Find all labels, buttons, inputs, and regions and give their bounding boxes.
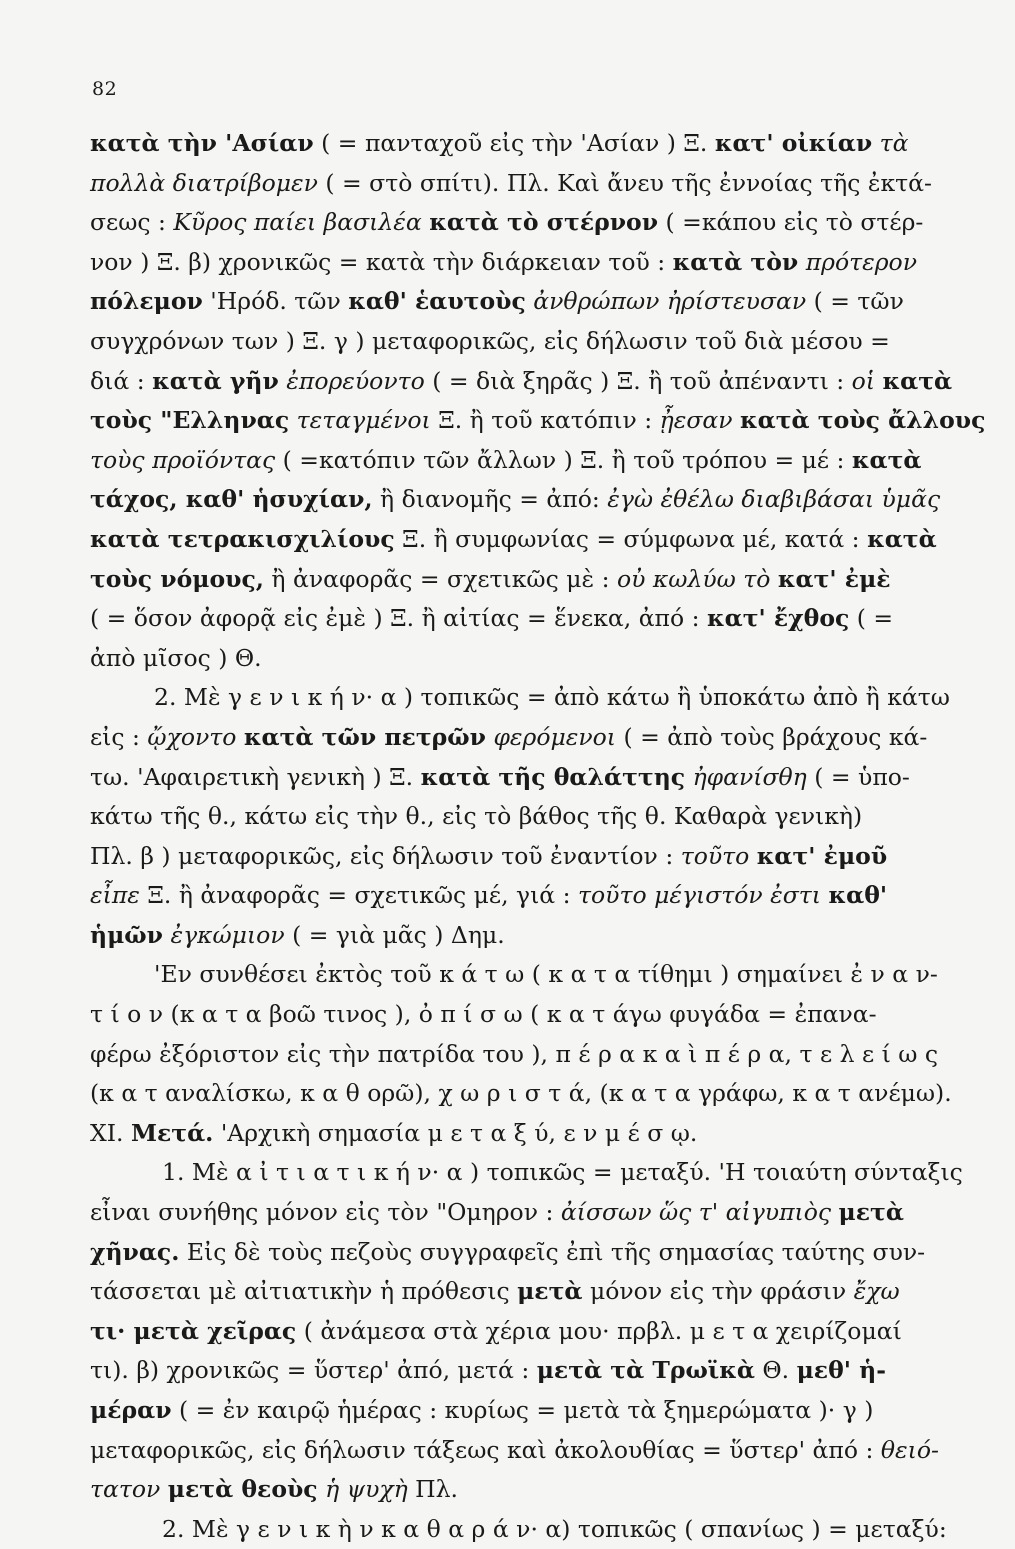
text-segment: εἰς : — [90, 722, 148, 751]
bold-term: κατὰ τὴν 'Ασίαν — [90, 129, 314, 157]
text-line — [90, 362, 953, 402]
text-segment: ( = ἐν καιρῷ ἡμέρας : κυρίως = μετὰ τὰ ξημερώματα )· γ ) — [171, 1396, 874, 1424]
bold-term: μετὰ τὰ Τρωϊκὰ — [536, 1356, 755, 1385]
text-segment: σεως : — [90, 208, 174, 237]
text-segment: τάσσεται μὲ αἰτιατικὴν ἡ πρόθεσις — [90, 1277, 518, 1306]
bold-term: μετὰ — [517, 1277, 583, 1306]
bold-term: κατὰ — [882, 366, 953, 395]
bold-term: μέραν — [90, 1396, 172, 1424]
text-segment: 1. Μὲ α ἰ τ ι α τ ι κ ή ν· α ) τοπικῶς = μεταξύ. 'Η τοιαύτη σύνταξις — [162, 1158, 963, 1187]
italic-example: φερόμενοι — [493, 722, 617, 751]
text-segment — [831, 1198, 838, 1226]
text-segment: συγχρόνων των ) Ξ. γ ) μεταφορικῶς, εἰς δήλωσιν τοῦ διὰ μέσου = — [90, 326, 890, 355]
italic-example: τεταγμένοι — [296, 406, 431, 435]
bold-term: κατὰ τὸ στέρνον — [429, 208, 659, 237]
text-line — [90, 243, 938, 283]
text-line — [90, 1470, 938, 1510]
text-line — [90, 837, 938, 877]
bold-term: κατ' οἰκίαν — [714, 129, 873, 157]
italic-example: ἐγὼ ἐθέλω διαβιβάσαι ὑμᾶς — [607, 485, 941, 514]
text-segment: ( =κάπου εἰς τὸ στέρ- — [658, 208, 924, 237]
text-segment — [160, 1475, 167, 1503]
text-segment: ( = — [849, 604, 894, 633]
italic-example: πρότερον — [805, 247, 917, 276]
bold-term: κατὰ τῆς θαλάττης — [420, 762, 686, 791]
text-segment — [875, 367, 882, 395]
text-line — [90, 955, 938, 995]
italic-example: ἔχω — [853, 1277, 900, 1306]
italic-example: οὐ κωλύω τὸ — [616, 564, 771, 593]
bold-term: καθ' — [828, 881, 888, 910]
text-segment — [685, 763, 692, 791]
text-segment: 'Αρχικὴ σημασία μ ε τ α ξ ύ, ε ν μ έ σ ῳ. — [213, 1118, 698, 1147]
text-segment — [821, 881, 828, 909]
italic-example: ἀίσσων ὥς τ' αἰγυπιὸς — [560, 1198, 832, 1227]
text-segment — [872, 129, 879, 157]
text-segment: 2. Μὲ γ ε ν ι κ ὴ ν κ α θ α ρ ά ν· α) τοπικῶς ( σπανίως ) = μεταξύ: — [162, 1514, 947, 1543]
text-segment — [770, 565, 777, 593]
italic-example: ἠφανίσθη — [692, 762, 807, 791]
italic-example: ἐπορεύοντο — [286, 366, 425, 395]
text-line — [90, 282, 938, 322]
italic-example: τοῦτο — [680, 841, 750, 870]
bold-term: κατὰ τετρακισχιλίους — [90, 524, 395, 553]
bold-term: κατὰ τὸν — [672, 247, 799, 276]
text-line — [90, 124, 938, 164]
text-segment: ( = τῶν — [806, 287, 904, 316]
bold-term: κατ' ἐμοῦ — [756, 841, 888, 870]
bold-term: μετὰ — [838, 1198, 904, 1227]
text-line — [90, 520, 938, 560]
text-line — [90, 797, 938, 837]
text-segment — [749, 842, 756, 870]
text-segment — [236, 723, 243, 751]
text-segment: 'Εν συνθέσει ἐκτὸς τοῦ κ ά τ ω ( κ α τ α τίθημι ) σημαίνει ἐ ν α ν- — [154, 960, 938, 989]
text-segment: τ ί ο ν (κ α τ α βοῶ τινος ), ὀ π ί σ ω ( κ α τ άγω φυγάδα = ἐπανα- — [90, 1000, 877, 1029]
bold-term: κατὰ — [867, 524, 937, 553]
text-segment: τω. 'Αφαιρετικὴ γενικὴ ) Ξ. — [90, 762, 421, 791]
text-segment: 'Ηρόδ. τῶν — [202, 287, 349, 316]
bold-term: Μετά. — [130, 1118, 214, 1147]
text-line — [90, 995, 938, 1035]
bold-term: κατ' ἔχθος — [707, 604, 850, 633]
text-line — [90, 1153, 963, 1193]
bold-term: καθ' ἑαυτοὺς — [348, 287, 526, 316]
text-line — [90, 322, 938, 362]
italic-example: οἱ — [851, 366, 876, 395]
bold-term: τι· μετὰ χεῖρας — [90, 1316, 297, 1345]
text-segment: ( = ὑπο- — [806, 762, 910, 791]
text-segment — [289, 406, 296, 434]
text-segment: ( = στὸ σπίτι). Πλ. Καὶ ἄνευ τῆς ἐννοίας τῆς ἐκτά- — [317, 168, 932, 197]
text-line — [90, 1233, 938, 1273]
bold-term: μεθ' ἡ- — [796, 1356, 886, 1385]
text-segment: ἢ ἀναφορᾶς = σχετικῶς μὲ : — [263, 564, 617, 593]
text-segment: (κ α τ αναλίσκω, κ α θ ορῶ), χ ω ρ ι σ τ ά, (κ α τ α γράφω, κ α τ ανέμω). — [90, 1079, 952, 1108]
text-segment: τι). β) χρονικῶς = ὕστερ' ἀπό, μετά : — [90, 1356, 537, 1385]
italic-example: τοὺς προϊόντας — [90, 445, 276, 474]
text-segment: ( ἀνάμεσα στὰ χέρια μου· πρβλ. μ ε τ α χειρίζομαί — [296, 1316, 902, 1345]
bold-term: κατ' ἐμὲ — [777, 564, 891, 593]
bold-term: μετὰ θεοὺς — [167, 1475, 318, 1504]
text-segment: εἶναι συνήθης μόνον εἰς τὸν "Ομηρον : — [90, 1198, 561, 1227]
text-line — [90, 1074, 952, 1114]
bold-term: κατὰ γῆν — [152, 366, 279, 395]
text-segment: ( = διὰ ξηρᾶς ) Ξ. ἢ τοῦ ἀπέναντι : — [424, 366, 852, 395]
text-line — [90, 876, 938, 916]
italic-example: τοῦτο μέγιστόν ἐστι — [578, 881, 822, 910]
italic-example: Κῦρος παίει βασιλέα — [173, 208, 422, 237]
bold-term: πόλεμον — [90, 287, 203, 316]
text-segment: ἢ διανομῆς = ἀπό: — [372, 485, 608, 514]
text-line — [90, 1114, 938, 1154]
text-line — [90, 480, 941, 520]
text-segment: φέρω ἐξόριστον εἰς τὴν πατρίδα του ), π έ ρ α κ α ὶ π έ ρ α, τ ε λ ε ί ω ς — [90, 1039, 939, 1068]
text-segment: ( = πανταχοῦ εἰς τὴν 'Ασίαν ) Ξ. — [313, 129, 715, 157]
italic-example: τὰ — [879, 129, 909, 157]
text-line — [90, 1312, 938, 1352]
text-segment: ( = ἀπὸ τοὺς βράχους κά- — [616, 722, 928, 751]
text-segment: ( = γιὰ μᾶς ) Δημ. — [284, 920, 505, 949]
bold-term: ἡμῶν — [90, 920, 163, 949]
text-segment: ( =κατόπιν τῶν ἄλλων ) Ξ. ἢ τοῦ τρόπου = μέ : — [275, 445, 852, 474]
page-number: 82 — [92, 78, 118, 100]
text-segment: Ξ. ἢ τοῦ κατόπιν : — [430, 406, 660, 435]
text-line — [90, 1431, 938, 1471]
text-line — [90, 1391, 938, 1431]
text-segment: 2. Μὲ γ ε ν ι κ ή ν· α ) τοπικῶς = ἀπὸ κάτω ἢ ὑποκάτω ἀπὸ ἢ κάτω — [154, 683, 950, 712]
text-line — [90, 639, 938, 679]
text-line — [90, 401, 986, 441]
text-segment: Εἰς δὲ τοὺς πεζοὺς συγγραφεῖς ἐπὶ τῆς σημασίας ταύτης συν- — [179, 1237, 926, 1266]
text-line — [90, 678, 950, 718]
text-line — [90, 164, 938, 204]
bold-term: τάχος, καθ' ἡσυχίαν, — [90, 485, 373, 514]
text-line — [90, 1193, 938, 1233]
text-segment: κάτω τῆς θ., κάτω εἰς τὴν θ., εἰς τὸ βάθος τῆς θ. Καθαρὰ γενικὴ) — [90, 802, 863, 831]
italic-example: πολλὰ διατρίβομεν — [90, 168, 318, 197]
text-segment: Ξ. ἢ συμφωνίας = σύμφωνα μέ, κατά : — [394, 524, 868, 553]
text-line — [90, 560, 938, 600]
text-segment — [733, 406, 740, 434]
text-segment: Πλ. β ) μεταφορικῶς, εἰς δήλωσιν τοῦ ἐναντίον : — [90, 841, 681, 870]
bold-term: κατὰ — [851, 445, 922, 474]
text-segment: ἀπὸ μῖσος ) Θ. — [90, 643, 262, 672]
bold-term: κατὰ τοὺς ἄλλους — [740, 406, 986, 435]
text-segment: ( = ὅσον ἀφορᾷ εἰς ἐμὲ ) Ξ. ἢ αἰτίας = ἕνεκα, ἀπό : — [90, 604, 708, 633]
italic-example: ἀνθρώπων ἠρίστευσαν — [533, 287, 807, 316]
bold-term: τοὺς "Ελληνας — [90, 406, 290, 435]
text-segment: XI. — [90, 1118, 131, 1147]
text-segment: διά : — [90, 366, 153, 395]
text-segment: Θ. — [754, 1356, 797, 1385]
bold-term: χῆνας. — [90, 1237, 180, 1266]
text-segment — [318, 1475, 325, 1503]
text-line — [90, 1510, 947, 1549]
text-segment: μόνον εἰς τὴν φράσιν — [582, 1277, 854, 1306]
text-segment: νον ) Ξ. β) χρονικῶς = κατὰ τὴν διάρκειαν τοῦ : — [90, 247, 673, 276]
italic-example: εἶπε — [90, 881, 140, 910]
text-line — [90, 1351, 938, 1391]
text-line — [90, 1272, 938, 1312]
text-line — [90, 1035, 938, 1075]
text-line — [90, 718, 938, 758]
text-segment: Πλ. — [407, 1475, 459, 1504]
italic-example: ᾖεσαν — [659, 406, 733, 435]
italic-example: θειό- — [880, 1435, 939, 1464]
italic-example: ᾤχοντο — [147, 722, 237, 751]
text-line — [90, 441, 938, 481]
text-line — [90, 599, 938, 639]
bold-term: κατὰ τῶν πετρῶν — [243, 722, 486, 751]
text-line — [90, 758, 938, 798]
text-segment: μεταφορικῶς, εἰς δήλωσιν τάξεως καὶ ἀκολουθίας = ὕστερ' ἀπό : — [90, 1435, 881, 1464]
italic-example: τατον — [90, 1475, 161, 1504]
text-segment — [798, 248, 805, 276]
text-line — [90, 916, 938, 956]
text-line — [90, 203, 938, 243]
text-segment: Ξ. ἢ ἀναφορᾶς = σχετικῶς μέ, γιά : — [139, 881, 579, 910]
body-text — [90, 124, 986, 1549]
italic-example: ἡ ψυχὴ — [325, 1475, 408, 1504]
bold-term: τοὺς νόμους, — [90, 564, 264, 593]
italic-example: ἐγκώμιον — [170, 920, 285, 949]
